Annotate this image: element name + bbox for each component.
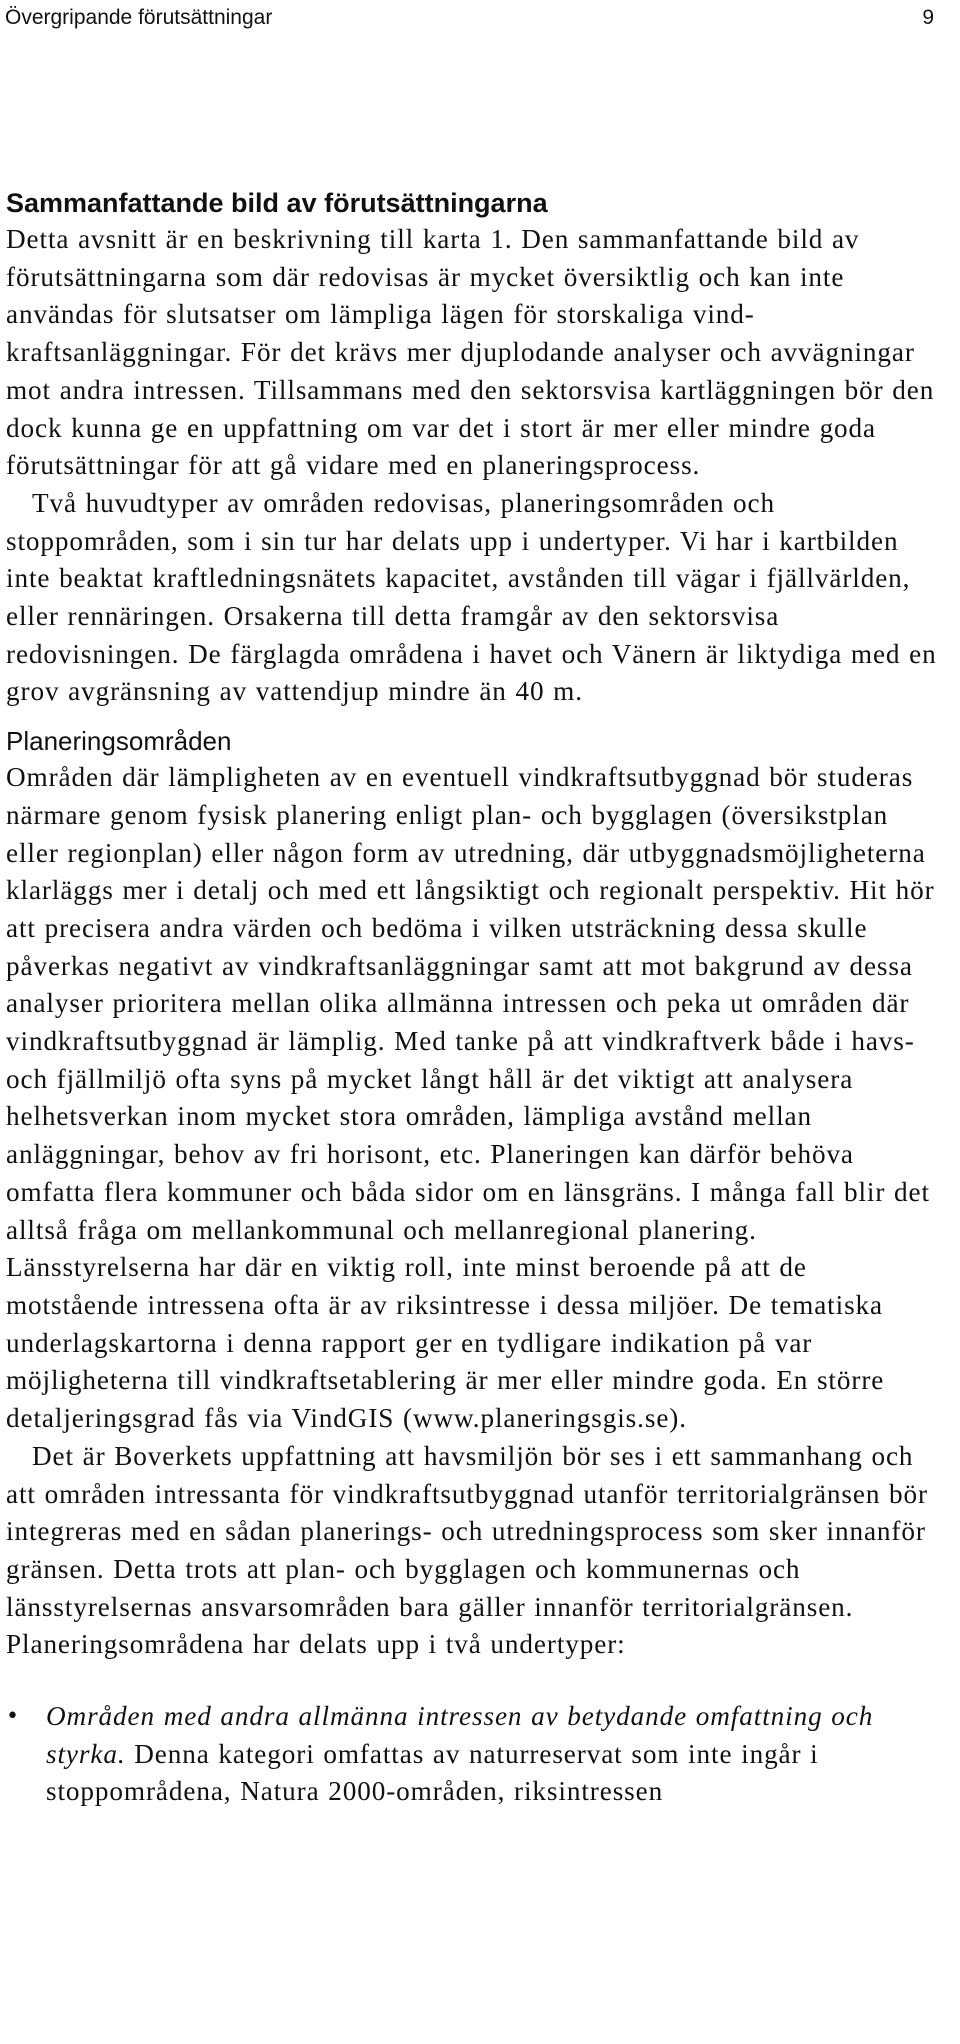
running-header	[0, 0, 960, 40]
summary-paragraph-1: Detta avsnitt är en beskrivning till karta 1. Den sammanfattande bild av förutsättningarna som där redovisas är mycket översiktlig och kan inte användas för slutsatser om lämpliga lägen för storskaliga vindkraftsanläggningar. För det krävs mer djuplodande analyser och avvägningar mot andra intressen. Tillsammans med den sektorsvisa kartläggningen bör den dock kunna ge en uppfattning om var det i stort är mer eller mindre goda förutsättningar för att gå vidare med en planeringsprocess.	[6, 224, 935, 481]
page-number: 9	[922, 6, 934, 29]
list-item-emphasis: Områden med andra allmänna intressen av betydande omfattning och styrka.	[46, 1701, 874, 1769]
bullet-marker: •	[6, 1704, 20, 1730]
header-section-name: Övergripande förutsättningar	[5, 6, 273, 29]
planning-heading: Planeringsområden	[6, 726, 232, 757]
planning-paragraph-2: Det är Boverkets uppfattning att havsmiljön bör ses i ett sammanhang och att områden intressanta för vindkraftsutbyggnad utanför territorialgränsen bör integreras med en sådan planerings- och utredningsprocess som sker innanför gränsen. Detta trots att plan- och bygglagen och kommunernas och länsstyrelsernas ansvarsområden bara gäller innanför territorialgränsen. Planeringsområdena har delats upp i två undertyper:	[6, 1440, 929, 1660]
list-item-text: Denna kategori omfattas av naturreservat som inte ingår i stoppområdena, Natura 2000-områden, riksintressen	[46, 1738, 819, 1807]
planning-subtypes-list	[6, 1698, 944, 1811]
list-item	[6, 1698, 944, 1811]
summary-heading: Sammanfattande bild av förutsättningarna	[6, 188, 548, 218]
summary-paragraph-2: Två huvudtyper av områden redovisas, planeringsområden och stoppområden, som i sin tur har delats upp i undertyper. Vi har i kartbilden inte beaktat kraftledningsnätets kapacitet, avstånden till vägar i fjällvärlden, eller rennäringen. Orsakerna till detta framgår av den sektorsvisa redovisningen. De färglagda områdena i havet och Vänern är liktydiga med en grov avgränsning av vattendjup mindre än 40 m.	[6, 487, 937, 707]
planning-paragraph-1: Områden där lämpligheten av en eventuell vindkraftsutbyggnad bör studeras närmare genom fysisk planering enligt plan- och bygglagen (översikstplan eller regionplan) eller någon form av utredning, där utbyggnadsmöjligheterna klarläggs mer i detalj och med ett långsiktigt och regionalt perspektiv. Hit hör att precisera andra värden och bedöma i vilken utsträckning dessa skulle påverkas negativt av vindkraftsanläggningar samt att mot bakgrund av dessa analyser prioritera mellan olika allmänna intressen och peka ut områden där vindkraftsutbyggnad är lämplig. Med tanke på att vindkraftverk både i havs- och fjällmiljö ofta syns på mycket långt håll är det viktigt att analysera helhetsverkan inom mycket stora områden, lämpliga avstånd mellan anläggningar, behov av fri horisont, etc. Planeringen kan därför behöva omfatta flera kommuner och båda sidor om en länsgräns. I många fall blir det alltså fråga om mellankommunal och mellanregional planering. Länsstyrelserna har där en viktig roll, inte minst beroende på att de motstående intressena ofta är av riksintresse i dessa miljöer. De tematiska underlagskartorna i denna rapport ger en tydligare indikation på var möjligheterna till vindkraftsetablering är mer eller mindre goda. En större detaljeringsgrad fås via VindGIS (www.planeringsgis.se).	[6, 762, 935, 1434]
main-content	[6, 185, 944, 1811]
